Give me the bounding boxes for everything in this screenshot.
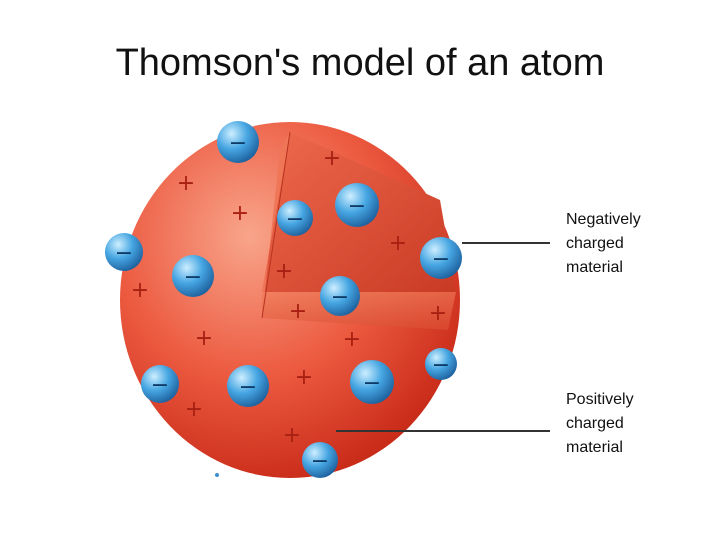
- label-line: material: [566, 259, 623, 276]
- plus-sign: +: [428, 301, 448, 326]
- plus-sign: +: [322, 146, 342, 171]
- plus-sign: +: [294, 365, 314, 390]
- label-line: material: [566, 439, 623, 456]
- plus-sign: +: [274, 259, 294, 284]
- plus-sign: +: [342, 327, 362, 352]
- minus-sign: −: [114, 241, 134, 266]
- minus-sign: −: [228, 131, 248, 156]
- minus-sign: −: [183, 265, 203, 290]
- plus-sign: +: [282, 423, 302, 448]
- electron: [227, 365, 269, 407]
- electron: [217, 121, 259, 163]
- electron: [425, 348, 457, 380]
- positive-charge-label: [566, 388, 634, 460]
- label-line: charged: [566, 235, 624, 252]
- stray-dot: [215, 473, 219, 477]
- plus-sign: +: [176, 171, 196, 196]
- label-line: Negatively: [566, 211, 641, 228]
- electron: [302, 442, 338, 478]
- minus-sign: −: [362, 371, 382, 396]
- minus-sign: −: [347, 194, 367, 219]
- electron: [172, 255, 214, 297]
- minus-sign: −: [238, 375, 258, 400]
- label-line: Positively: [566, 391, 634, 408]
- minus-sign: −: [431, 247, 451, 272]
- negative-charge-label: [566, 208, 641, 280]
- plus-sign: +: [230, 201, 250, 226]
- electron: [141, 365, 179, 403]
- minus-sign: −: [330, 285, 350, 310]
- electron: [420, 237, 462, 279]
- electron: [350, 360, 394, 404]
- minus-sign: −: [285, 207, 305, 232]
- minus-sign: −: [310, 449, 330, 474]
- plus-sign: +: [194, 326, 214, 351]
- plus-sign: +: [130, 278, 150, 303]
- minus-sign: −: [150, 373, 170, 398]
- slide-title: Thomson's model of an atom: [115, 42, 605, 84]
- plus-sign: +: [288, 299, 308, 324]
- plus-sign: +: [184, 397, 204, 422]
- plus-sign: +: [388, 231, 408, 256]
- electron: [105, 233, 143, 271]
- electron: [320, 276, 360, 316]
- electron: [335, 183, 379, 227]
- label-line: charged: [566, 415, 624, 432]
- electron: [277, 200, 313, 236]
- minus-sign: −: [431, 353, 451, 378]
